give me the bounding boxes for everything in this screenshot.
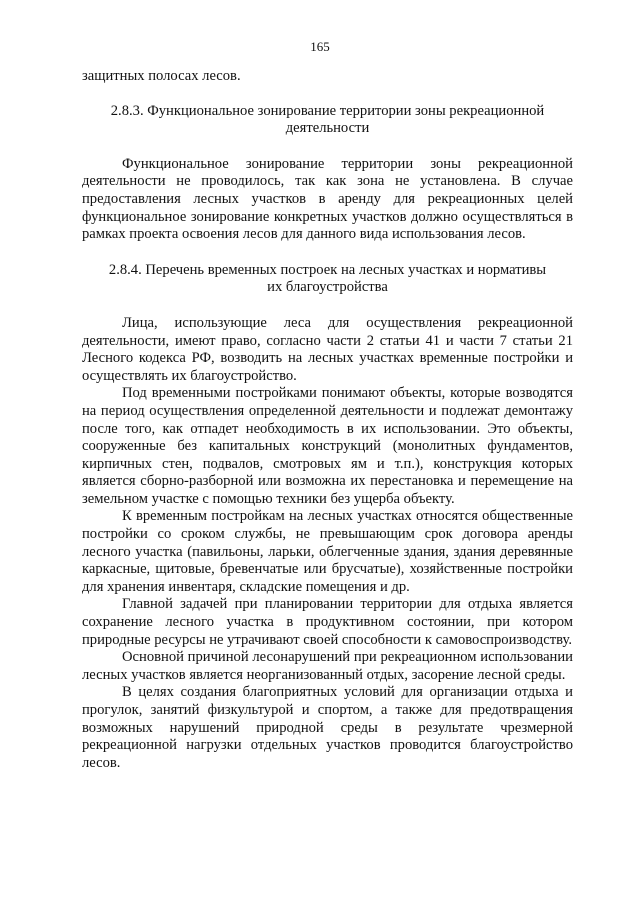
- paragraph: Главной задачей при планировании территории для отдыха является сохранение лесного участка в продуктивном состоянии, при котором природные ресурсы не утрачивают своей способности к самовоспроизводству.: [82, 596, 573, 648]
- paragraph: Лица, использующие леса для осуществления рекреационной деятельности, имеют право, согласно части 2 статьи 41 и части 7 статьи 21 Лесного кодекса РФ, возводить на лесных участках временные постройки и осуществлять их благоустройство.: [82, 314, 573, 384]
- carryover-line: защитных полосах лесов.: [82, 68, 241, 84]
- section-heading: 2.8.4. Перечень временных построек на лесных участках и нормативы их благоустройства: [108, 261, 547, 296]
- paragraph: Функциональное зонирование территории зоны рекреационной деятельности не проводилось, так как зона не установлена. В случае предоставления лесных участков в аренду для рекреационных целей функциональное зонирование конкретных участков должно осуществляться в рамках проекта освоения лесов для данного вида использования лесов.: [82, 155, 573, 243]
- paragraph: Под временными постройками понимают объекты, которые возводятся на период осуществления определенной деятельности и подлежат демонтажу после того, как отпадет необходимость в их использовании. Это объекты, сооруженные без капитальных конструкций (монолитных фундаментов, кирпичных стен, подвалов, смотровых ям и т.п.), конструкция которых является сборно-разборной или возможна их перестановка и перемещение на земельном участке с помощью техники без ущерба объекту.: [82, 385, 573, 507]
- paragraph: Основной причиной лесонарушений при рекреационном использовании лесных участков является неорганизованный отдых, засорение лесной среды.: [82, 649, 573, 683]
- paragraph: В целях создания благоприятных условий для организации отдыха и прогулок, занятий физкультурой и спортом, а также для предотвращения возможных нарушений природной среды в результате чрезмерной рекреационной нагрузки отдельных участков проводится благоустройство лесов.: [82, 684, 573, 771]
- paragraph: К временным постройкам на лесных участках относятся общественные постройки со сроком службы, не превышающим срок договора аренды лесного участка (павильоны, ларьки, облегченные здания, здания деревянные каркасные, щитовые, бревенчатые или брусчатые), хозяйственные постройки для хранения инвентаря, складские помещения и др.: [82, 508, 573, 595]
- document-body: [82, 68, 573, 772]
- section-2-8-3: [82, 103, 573, 244]
- section-2-8-4: [82, 262, 573, 773]
- page-number: 165: [310, 39, 330, 54]
- section-heading: 2.8.3. Функциональное зонирование территории зоны рекреационной деятельности: [110, 102, 545, 137]
